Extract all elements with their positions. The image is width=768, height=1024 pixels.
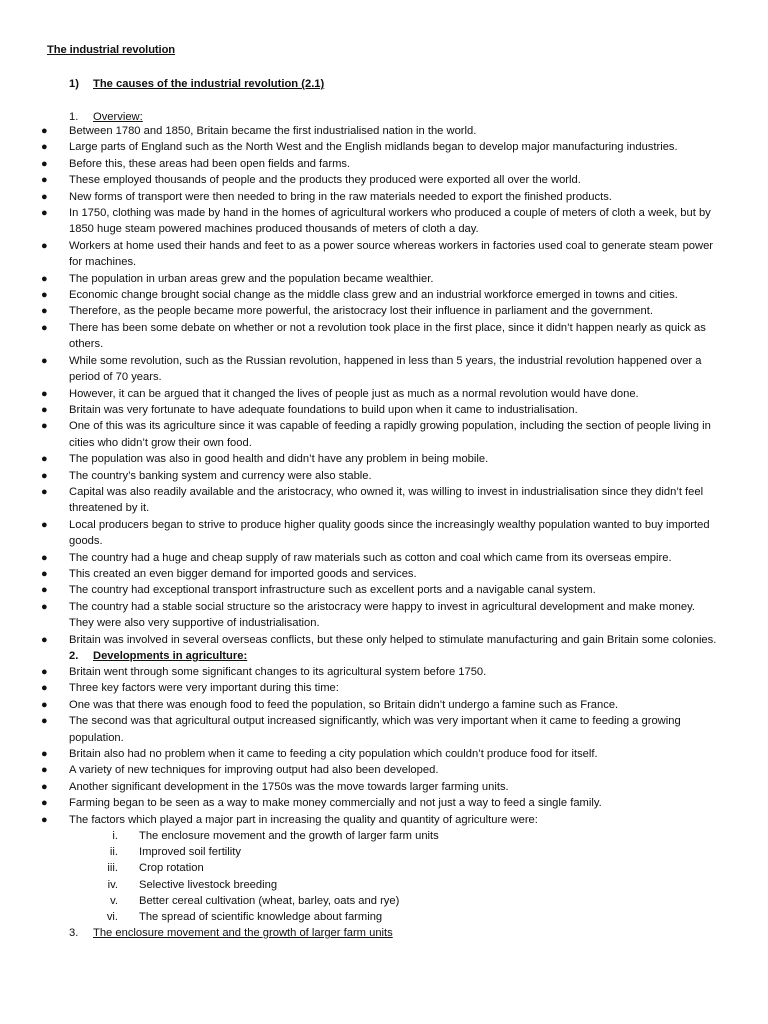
list-item-text: The factors which played a major part in increasing the quality and quantity of agriculture were: <box>69 813 538 826</box>
list-item <box>0 320 768 353</box>
list-item <box>0 550 768 566</box>
bullet-icon: ● <box>41 813 48 826</box>
subsection-label: The enclosure movement and the growth of larger farm units <box>93 927 393 939</box>
bullet-icon: ● <box>41 141 48 154</box>
factor-item <box>0 828 768 844</box>
bullet-icon: ● <box>41 584 48 597</box>
agriculture-bullet-list <box>0 664 768 828</box>
list-item-text: Britain went through some significant changes to its agricultural system before 1750. <box>69 666 487 678</box>
list-item <box>0 238 768 271</box>
factor-numeral: vi. <box>106 910 118 923</box>
list-item-text: The country had a huge and cheap supply of raw materials such as cotton and coal which came from its overseas empire. <box>69 551 672 564</box>
list-item <box>0 139 768 155</box>
overview-bullet-list <box>0 123 768 648</box>
list-item <box>0 156 768 172</box>
bullet-icon: ● <box>41 125 48 137</box>
list-item <box>0 205 768 238</box>
subsection-number: 3. <box>69 927 79 939</box>
list-item <box>0 123 768 139</box>
list-item-text: These employed thousands of people and the products they produced were exported all over the world. <box>69 174 581 187</box>
bullet-icon: ● <box>41 321 48 334</box>
list-item <box>0 517 768 550</box>
list-item <box>0 713 768 746</box>
bullet-icon: ● <box>41 420 48 433</box>
list-item-text: A variety of new techniques for improving output had also been developed. <box>69 764 439 777</box>
factors-numbered-list <box>0 828 768 925</box>
list-item-text: While some revolution, such as the Russian revolution, happened in less than 5 years, the industrial revolution happened over a period of 70 years. <box>69 354 702 384</box>
factor-item <box>0 909 768 925</box>
list-item <box>0 484 768 517</box>
list-item <box>0 812 768 828</box>
bullet-icon: ● <box>41 633 48 646</box>
bullet-icon: ● <box>41 190 48 203</box>
bullet-icon: ● <box>41 239 48 252</box>
bullet-icon: ● <box>41 272 48 285</box>
list-item <box>0 795 768 811</box>
list-item <box>0 451 768 467</box>
list-item-text: New forms of transport were then needed to bring in the raw materials needed to export the finished products. <box>69 190 612 203</box>
factor-text: The spread of scientific knowledge about farming <box>139 910 383 923</box>
list-item <box>0 779 768 795</box>
list-item-text: Workers at home used their hands and feet to as a power source whereas workers in factories used coal to generate steam power for machines. <box>69 239 714 269</box>
list-item-text: Before this, these areas had been open fields and farms. <box>69 157 351 170</box>
list-item <box>0 172 768 188</box>
list-item <box>0 353 768 386</box>
list-item-text: Local producers began to strive to produce higher quality goods since the increasingly wealthy population wanted to buy imported goods. <box>69 518 710 548</box>
bullet-icon: ● <box>41 174 48 187</box>
factor-numeral: iv. <box>107 878 118 891</box>
subsection-label: Developments in agriculture: <box>93 650 248 662</box>
factor-text: Selective livestock breeding <box>139 878 278 891</box>
factor-numeral: i. <box>112 830 118 842</box>
factor-item <box>0 844 768 860</box>
list-item <box>0 287 768 303</box>
factor-item <box>0 860 768 876</box>
list-item-text: However, it can be argued that it changed the lives of people just as much as a normal revolution would have done. <box>69 387 639 400</box>
list-item-text: The population in urban areas grew and the population became wealthier. <box>69 272 434 285</box>
list-item <box>0 582 768 598</box>
bullet-icon: ● <box>41 600 48 613</box>
bullet-icon: ● <box>41 764 48 777</box>
list-item-text: The second was that agricultural output increased significantly, which was very important when it came to feeding a growing population. <box>69 715 681 744</box>
subsection-enclosure <box>69 925 393 941</box>
bullet-icon: ● <box>41 157 48 170</box>
list-item <box>0 566 768 582</box>
factor-item <box>0 877 768 893</box>
bullet-icon: ● <box>41 666 48 678</box>
list-item-text: There has been some debate on whether or not a revolution took place in the first place, since it didn’t happen nearly as quick as others. <box>69 321 706 351</box>
bullet-icon: ● <box>41 797 48 810</box>
list-item-text: Between 1780 and 1850, Britain became the first industrialised nation in the world. <box>69 125 477 137</box>
factor-text: Crop rotation <box>139 862 204 875</box>
list-item-text: Three key factors were very important during this time: <box>69 682 339 695</box>
bullet-icon: ● <box>41 715 48 728</box>
list-item <box>0 632 768 648</box>
subsection-number: 2. <box>69 650 79 662</box>
list-item <box>0 746 768 762</box>
list-item <box>0 680 768 696</box>
list-item-text: Large parts of England such as the North West and the English midlands began to develop major manufacturing industries. <box>69 141 678 154</box>
list-item-text: Therefore, as the people became more powerful, the aristocracy lost their influence in parliament and the government. <box>69 305 653 318</box>
bullet-icon: ● <box>41 354 48 367</box>
bullet-icon: ● <box>41 748 48 761</box>
bullet-icon: ● <box>41 387 48 400</box>
factor-numeral: v. <box>110 894 118 907</box>
list-item <box>0 271 768 287</box>
list-item <box>0 418 768 451</box>
list-item-text: Britain was very fortunate to have adequate foundations to build upon when it came to industrialisation. <box>69 403 578 416</box>
factor-item <box>0 893 768 909</box>
list-item-text: This created an even bigger demand for imported goods and services. <box>69 567 417 580</box>
list-item-text: In 1750, clothing was made by hand in the homes of agricultural workers who produced a couple of meters of cloth a week, but by 1850 huge steam powered machines produced thousands of meters of cloth a day. <box>69 207 711 236</box>
bullet-icon: ● <box>41 698 48 711</box>
list-item-text: Britain also had no problem when it came to feeding a city population which couldn’t produce food for itself. <box>69 748 598 761</box>
subsection-label: Overview: <box>93 111 143 123</box>
factor-text: Improved soil fertility <box>139 846 241 859</box>
list-item-text: Economic change brought social change as the middle class grew and an industrial workforce emerged in towns and cities. <box>69 289 678 302</box>
document-title: The industrial revolution <box>47 44 176 56</box>
list-item-text: One was that there was enough food to feed the population, so Britain didn’t undergo a famine such as France. <box>69 698 619 711</box>
list-item <box>0 664 768 680</box>
list-item-text: Farming began to be seen as a way to make money commercially and not just a way to feed a single family. <box>69 797 602 810</box>
bullet-icon: ● <box>41 305 48 318</box>
list-item <box>0 402 768 418</box>
bullet-icon: ● <box>41 485 48 498</box>
bullet-icon: ● <box>41 780 48 793</box>
list-item-text: The population was also in good health and didn’t have any problem in being mobile. <box>69 453 489 466</box>
section-label: The causes of the industrial revolution (2.1) <box>93 78 325 90</box>
list-item-text: The country’s banking system and currency were also stable. <box>69 469 372 482</box>
list-item-text: Britain was involved in several overseas conflicts, but these only helped to stimulate manufacturing and gain Britain some colonies. <box>69 633 717 646</box>
section-heading <box>69 76 324 92</box>
bullet-icon: ● <box>41 453 48 466</box>
list-item <box>0 697 768 713</box>
bullet-icon: ● <box>41 207 48 220</box>
subsection-number: 1. <box>69 111 79 123</box>
bullet-icon: ● <box>41 289 48 302</box>
list-item <box>0 762 768 778</box>
list-item <box>0 386 768 402</box>
list-item-text: The country had exceptional transport infrastructure such as excellent ports and a navigable canal system. <box>69 584 596 597</box>
list-item <box>0 468 768 484</box>
factor-text: Better cereal cultivation (wheat, barley, oats and rye) <box>139 894 400 907</box>
list-item-text: The country had a stable social structure so the aristocracy were happy to invest in agricultural development and make money. They were also very supportive of industrialisation. <box>69 600 695 630</box>
bullet-icon: ● <box>41 551 48 564</box>
bullet-icon: ● <box>41 403 48 416</box>
list-item <box>0 189 768 205</box>
list-item-text: One of this was its agriculture since it was capable of feeding a rapidly growing population, including the section of people living in cities who didn’t grow their own food. <box>69 420 711 449</box>
list-item-text: Capital was also readily available and the aristocracy, who owned it, was willing to invest in industrialisation since they didn’t feel threatened by it. <box>69 485 704 515</box>
bullet-icon: ● <box>41 518 48 531</box>
factor-numeral: iii. <box>107 862 118 875</box>
list-item-text: Another significant development in the 1750s was the move towards larger farming units. <box>69 780 509 793</box>
subsection-agriculture <box>69 648 247 664</box>
factor-numeral: ii. <box>109 846 118 859</box>
section-number: 1) <box>69 78 79 90</box>
bullet-icon: ● <box>41 469 48 482</box>
factor-text: The enclosure movement and the growth of larger farm units <box>139 830 439 842</box>
list-item <box>0 599 768 632</box>
list-item <box>0 303 768 319</box>
bullet-icon: ● <box>41 682 48 695</box>
bullet-icon: ● <box>41 567 48 580</box>
